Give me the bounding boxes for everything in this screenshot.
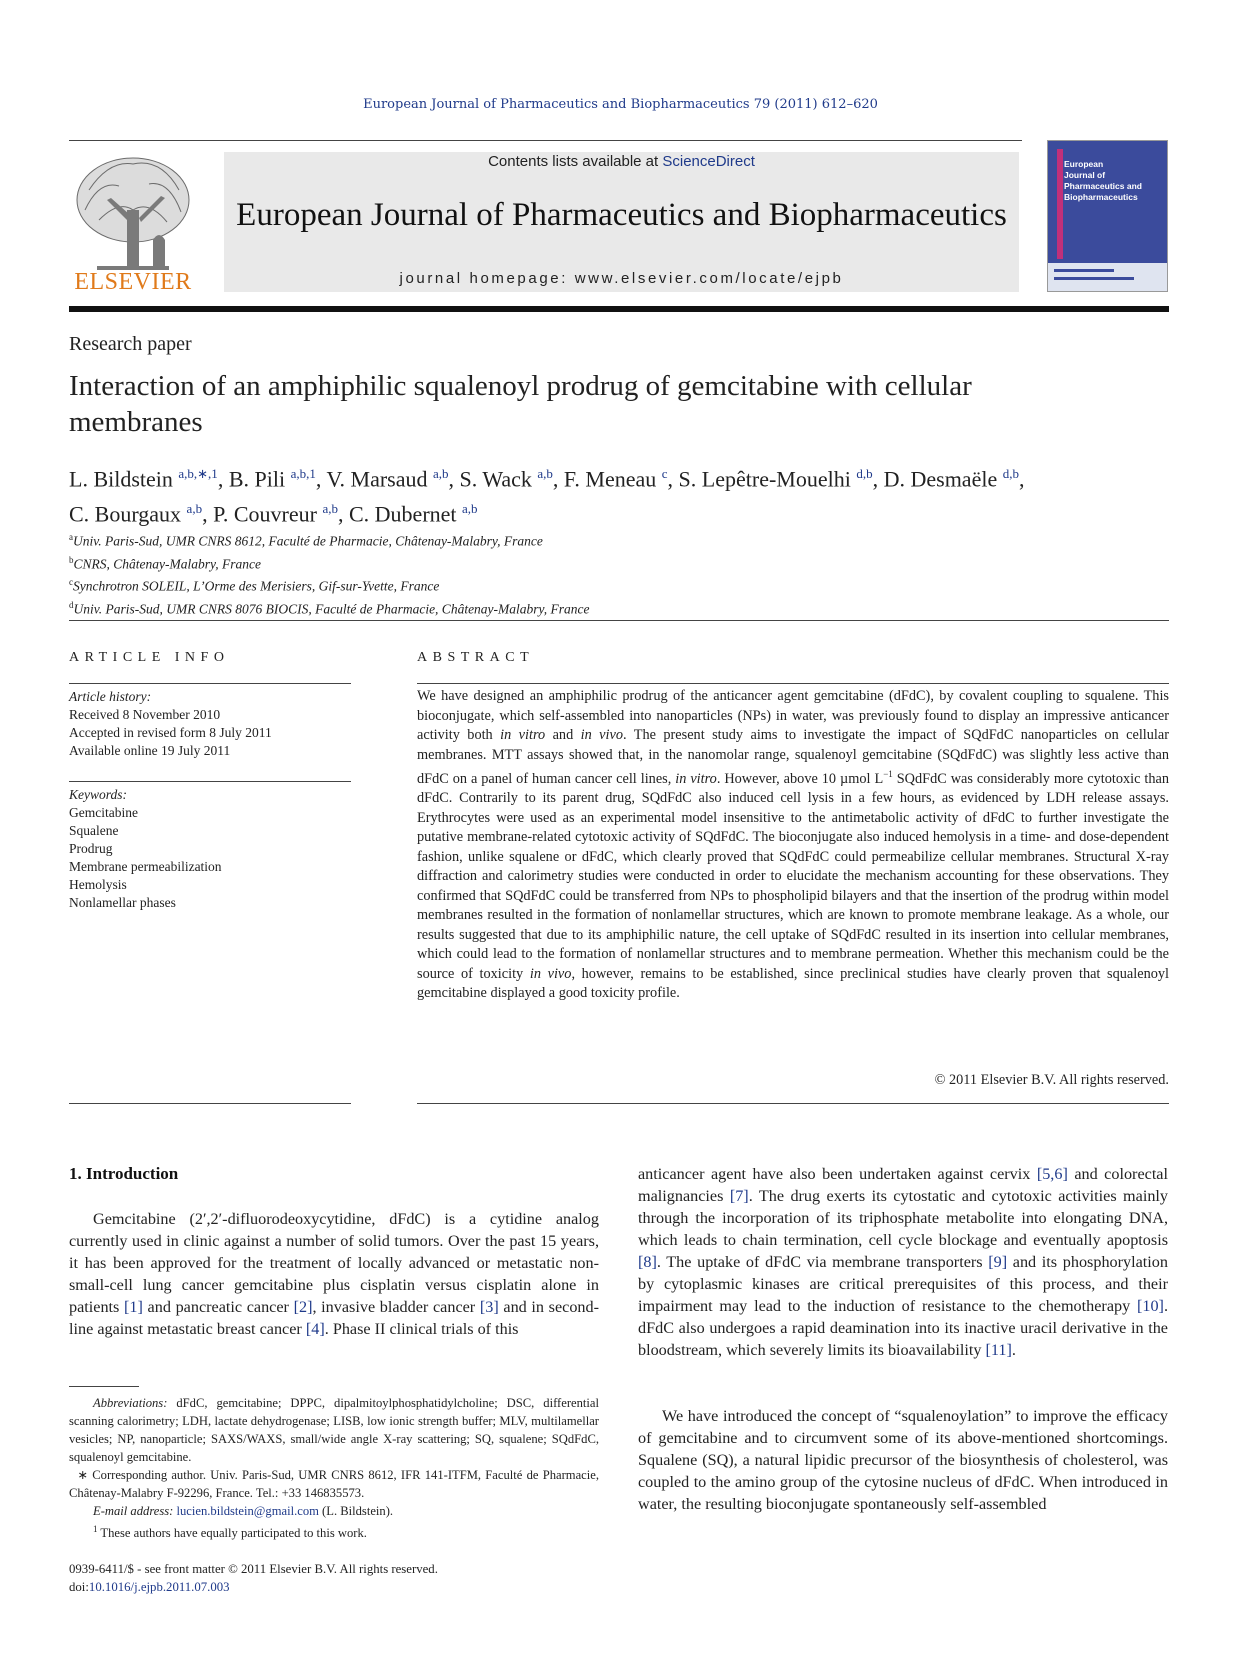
abstract-text: We have designed an amphiphilic prodrug of the anticancer agent gemcitabine (dFdC), by covalent coupling to squalene. This bioconjugate, which self-assembled into nanoparticles (NPs) in water, was previously found to display an impressive anticancer activity both in vitro and in vivo. The present study aims to investigate the impact of SQdFdC nanoparticles on cellular membranes. MTT assays showed that, in the nanomolar range, squalenoyl gemcitabine (SQdFdC) was slightly less active than dFdC on a panel of human cancer cell lines, in vitro. However, above 10 µmol $L^{-1}$ SQdFdC was considerably more cytotoxic than dFdC. Contrarily to its parent drug, SQdFdC also induced cell lysis in a few hours, as evidenced by LDH release assays. Erythrocytes were used as an experimental model insensitive to the antimetabolic activity of dFdC to further investigate the putative membrane-related cytotoxic activity of SQdFdC. The bioconjugate also induced hemolysis in a time- and dose-dependent fashion, unlike squalene or dFdC, which clearly proved that SQdFdC could permeabilize cellular membranes. Structural X-ray diffraction and calorimetry studies were conducted in order to elucidate the mechanism accounting for these observations. They confirmed that SQdFdC could be transferred from NPs to phospholipid bilayers and that the insertion of the prodrug within model membranes resulted in the formation of nonlamellar structures, which are known to promote membrane leakage. As a whole, our results suggested that due to its amphiphilic nature, the cell uptake of SQdFdC resulted in its insertion into cellular membranes, which could lead to the formation of nonlamellar structures and to membrane permeation. Whether this mechanism could be the source of toxicity in vivo, however, remains to be established, since preclinical studies have clearly proven that squalenoyl gemcitabine displayed a good toxicity profile. <box>417 688 1169 1002</box>
header-thick-rule <box>69 306 1169 312</box>
citation-link[interactable]: [2] <box>293 1298 313 1316</box>
abbreviations-footnote: Abbreviations: dFdC, gemcitabine; DPPC, dipalmitoylphosphatidylcholine; DSC, differential scanning calorimetry; LDH, lactate dehydrogenase; LISB, low ionic strength buffer; MLV, multilamellar vesicles; NP, nanoparticle; SAXS/WAXS, small/wide angle X-ray scattering; SQ, squalene; SQdFdC, squalenoyl gemcitabine. <box>69 1396 599 1464</box>
article-info-heading: ARTICLE INFO <box>69 650 230 665</box>
author: V. Marsaud <box>326 466 428 492</box>
author: S. Lepêtre-Mouelhi <box>678 466 851 492</box>
keywords-rule <box>69 781 351 782</box>
keyword: Membrane permeabilization <box>69 859 222 874</box>
article-info-rule <box>69 683 351 684</box>
equal-contribution-footnote: $^1$ These authors have equally participated to this work. <box>93 1524 367 1541</box>
footnotes <box>69 1394 599 1542</box>
header-divider <box>69 140 1022 141</box>
keyword: Nonlamellar phases <box>69 895 176 910</box>
corresponding-author-footnote: ∗ Corresponding author. Univ. Paris-Sud, UMR CNRS 8612, IFR 141-ITFM, Faculté de Pharmacie, Châtenay-Malabry F-92296, France. Tel.: +33 146835573. <box>69 1468 600 1500</box>
keywords: Keywords: Gemcitabine Squalene Prodrug Membrane permeabilization Hemolysis Nonlamellar phases <box>69 786 351 912</box>
intro-paragraph-2: We have introduced the concept of “squalenoylation” to improve the efficacy of gemcitabine and to circumvent some of its above-mentioned shortcomings. Squalene (SQ), a natural lipidic precursor of the biosynthesis of cholesterol, was coupled to the amino group of the cytosine nucleus of dFdC. When introduced in water, the resulting bioconjugate spontaneously self-assembled <box>638 1407 1168 1513</box>
email-link[interactable]: lucien.bildstein@gmail.com <box>176 1504 319 1518</box>
article-title: Interaction of an amphiphilic squalenoyl prodrug of gemcitabine with cellular membranes <box>69 370 972 438</box>
citation-link[interactable]: [4] <box>305 1320 325 1338</box>
affiliation: $^b$CNRS, Châtenay-Malabry, France <box>69 554 261 571</box>
section-heading: 1. Introduction <box>69 1164 179 1183</box>
article-info-bottom-rule <box>69 1103 351 1104</box>
affiliation: $^d$Univ. Paris-Sud, UMR CNRS 8076 BIOCIS, Faculté de Pharmacie, Châtenay-Malabry, France <box>69 599 590 616</box>
journal-title: European Journal of Pharmaceutics and Biopharmaceutics <box>236 197 1007 233</box>
email-footnote: E-mail address: lucien.bildstein@gmail.com (L. Bildstein). <box>93 1504 394 1518</box>
abstract-rule <box>417 683 1169 684</box>
keyword: Squalene <box>69 823 119 838</box>
intro-paragraph-1-continued: anticancer agent have also been undertaken against cervix [5,6] and colorectal malignancies [7]. The drug exerts its cytostatic and cytotoxic activities mainly through the incorporation of its triphosphate metabolite into elongating DNA, which leads to chain termination, cell cycle blockage and eventually apoptosis [8]. The uptake of dFdC via membrane transporters [9] and its phosphorylation by cytoplasmic kinases are critical prerequisites of this process, and their impairment may lead to the induction of resistance to the chemotherapy [10]. dFdC also undergoes a rapid deamination into its inactive uracil derivative in the bloodstream, which severely limits its bioavailability [11]. <box>638 1165 1169 1359</box>
elsevier-logo-text: ELSEVIER <box>74 269 192 295</box>
citation-link[interactable]: [10] <box>1136 1297 1164 1315</box>
intro-paragraph-1: Gemcitabine (2′,2′-difluorodeoxycytidine, dFdC) is a cytidine analog currently used in clinic against a number of solid tumors. Over the past 15 years, it has been approved for the treatment of locally advanced or metastatic non-small-cell lung cancer gemcitabine plus cisplatin versus cisplatin alone in patients [1] and pancreatic cancer [2], invasive bladder cancer [3] and in second-line against metastatic breast cancer [4]. Phase II clinical trials of this <box>69 1210 599 1338</box>
article-history: Article history: Received 8 November 2010 Accepted in revised form 8 July 2011 Available online 19 July 2011 <box>69 689 272 758</box>
author: D. Desmaële <box>883 466 998 492</box>
affiliation: $^a$Univ. Paris-Sud, UMR CNRS 8612, Faculté de Pharmacie, Châtenay-Malabry, France <box>69 532 543 549</box>
author: S. Wack <box>459 466 532 492</box>
affiliation: $^c$Synchrotron SOLEIL, L’Orme des Merisiers, Gif-sur-Yvette, France <box>69 577 440 594</box>
doi-link[interactable]: 10.1016/j.ejpb.2011.07.003 <box>88 1580 230 1594</box>
article-type: Research paper <box>69 333 192 355</box>
keyword: Prodrug <box>69 841 113 856</box>
issn-line: 0939-6411/$ - see front matter © 2011 Elsevier B.V. All rights reserved. doi:10.1016/j.ejpb.2011.07.003 <box>69 1562 438 1594</box>
citation-link[interactable]: [1] <box>124 1298 143 1316</box>
citation-link[interactable]: [3] <box>479 1298 499 1316</box>
journal-cover-thumbnail[interactable] <box>1047 140 1168 292</box>
abstract-heading: ABSTRACT <box>417 650 535 665</box>
citation-link[interactable]: [8] <box>638 1253 657 1271</box>
affiliations <box>69 528 1169 618</box>
title-divider <box>69 620 1169 621</box>
citation-link[interactable]: [11] <box>985 1341 1012 1359</box>
cover-title: European Journal of Pharmaceutics and Biopharmaceutics <box>1064 159 1142 202</box>
cover-footer <box>1048 263 1167 291</box>
contents-line: Contents lists available at ScienceDirect <box>488 153 755 170</box>
keyword: Gemcitabine <box>69 805 138 820</box>
author: F. Meneau <box>563 466 657 492</box>
author-list: L. Bildstein $^{a,b,∗,1}$, B. Pili $^{a,b,1}$, V. Marsaud $^{a,b}$, S. Wack $^{a,b}$, F. Meneau $^c$, S. Lepêtre-Mouelhi $^{d,b}$, D. Desmaële $^{d,b}$, C. Bourgaux $^{a,b}$, P. Couvreur $^{a,b}$, C. Dubernet $^{a,b}$ <box>69 466 1025 527</box>
running-head[interactable]: European Journal of Pharmaceutics and Biopharmaceutics 79 (2011) 612–620 <box>363 97 878 112</box>
citation-link[interactable]: [7] <box>729 1187 749 1205</box>
abstract-copyright: © 2011 Elsevier B.V. All rights reserved. <box>934 1072 1169 1088</box>
author: C. Bourgaux <box>69 501 182 527</box>
journal-homepage[interactable]: journal homepage: www.elsevier.com/locate/ejpb <box>399 270 844 287</box>
cover-accent-strip <box>1057 149 1063 259</box>
footnote-rule <box>69 1386 139 1387</box>
keyword: Hemolysis <box>69 877 127 892</box>
citation-link[interactable]: [9] <box>988 1253 1008 1271</box>
citation-link[interactable]: [5,6] <box>1036 1165 1068 1183</box>
sciencedirect-link[interactable]: ScienceDirect <box>662 153 755 170</box>
abstract-bottom-rule <box>417 1103 1169 1104</box>
author: B. Pili <box>228 466 286 492</box>
author: L. Bildstein <box>69 466 173 492</box>
author: P. Couvreur <box>213 501 317 527</box>
author: C. Dubernet <box>349 501 457 527</box>
